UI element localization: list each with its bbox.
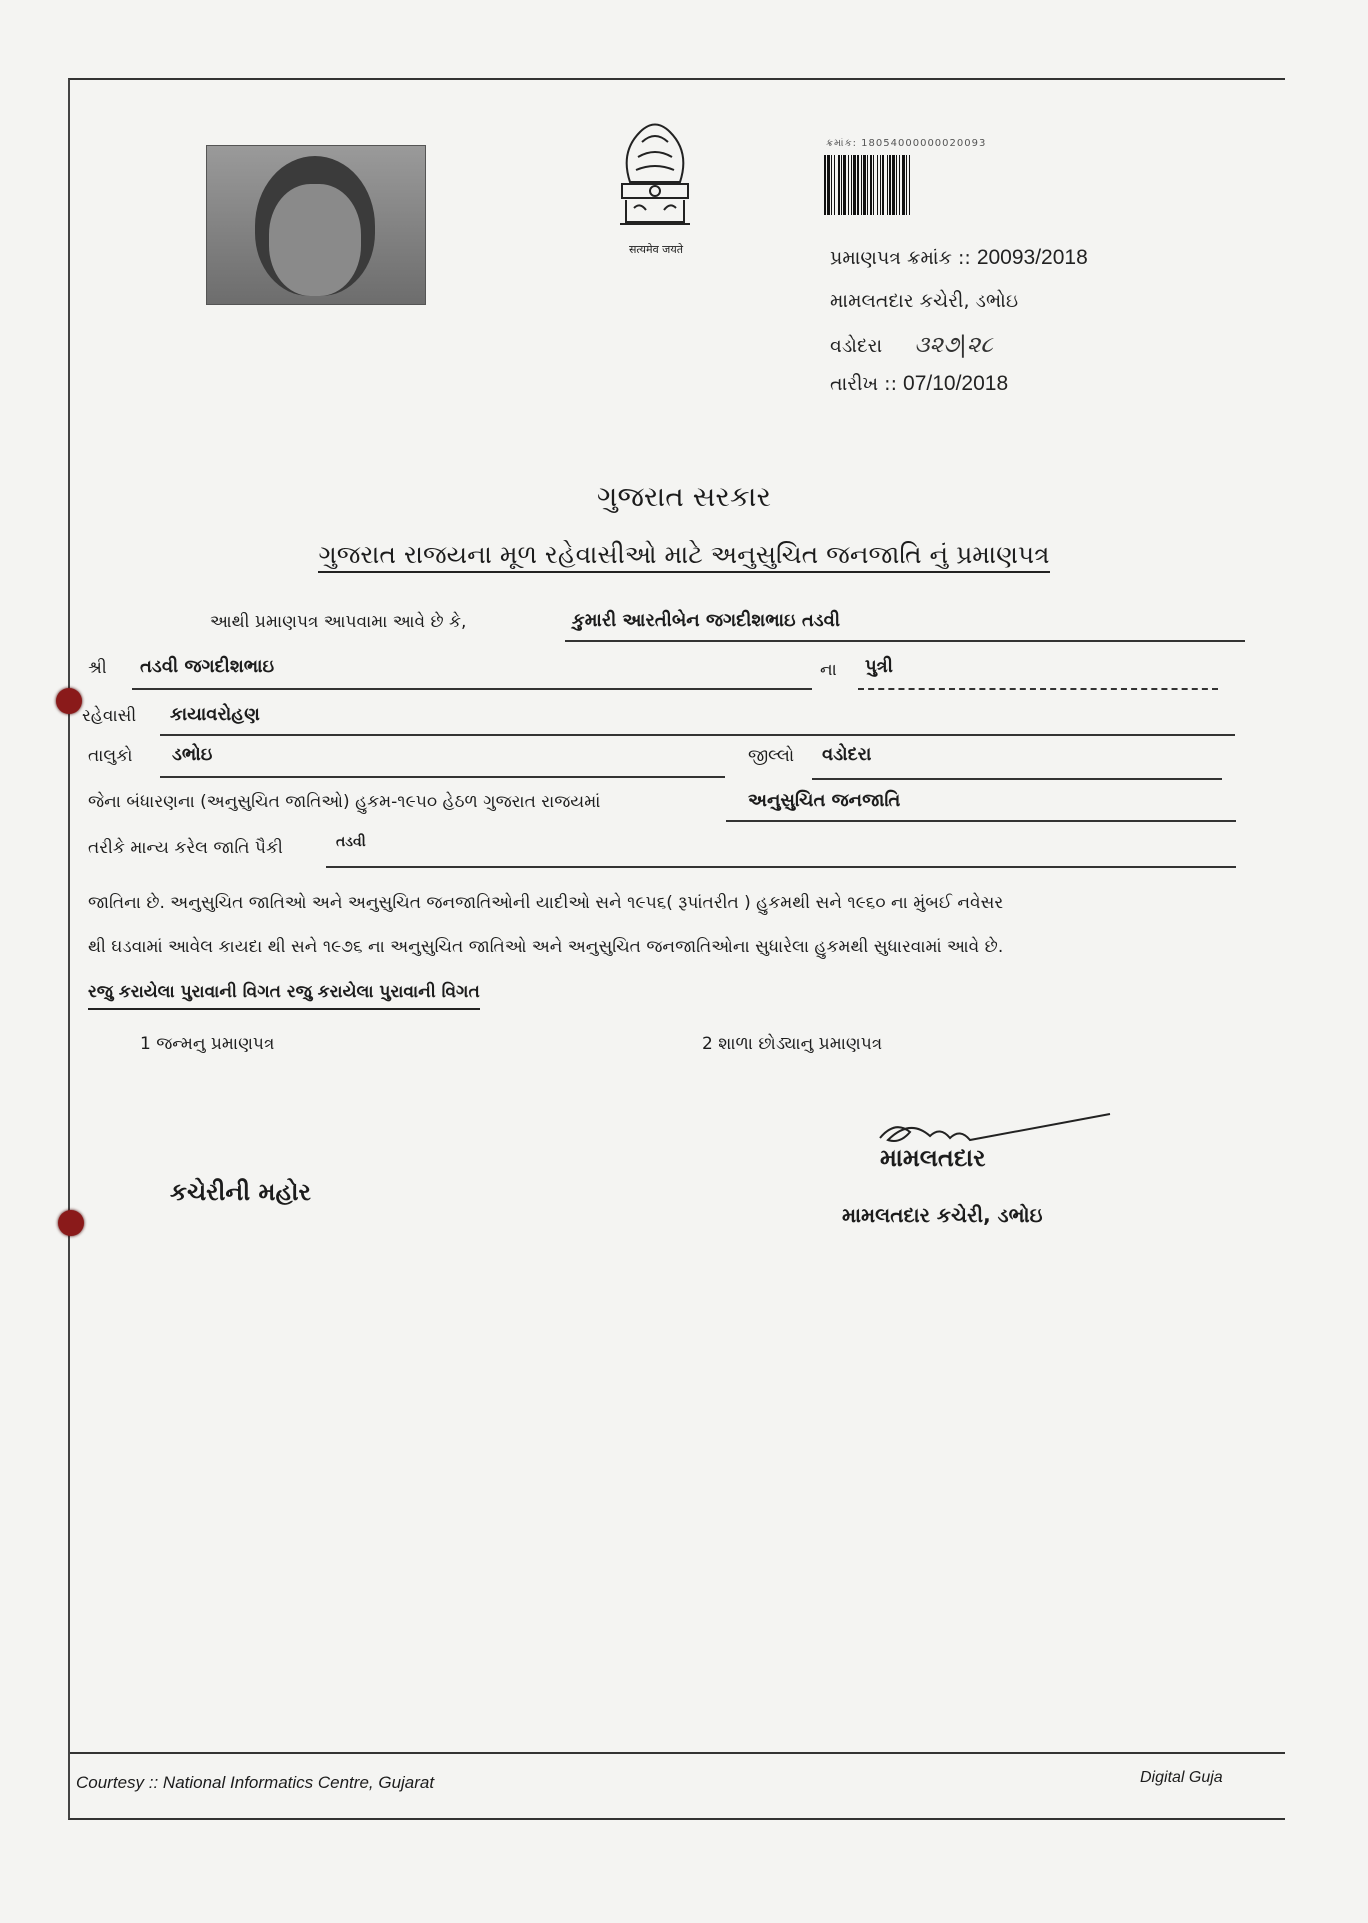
footer-digital: Digital Guja [1140,1769,1223,1786]
office-name: મામલતદાર કચેરી, ડભોઇ [830,290,1019,312]
page-subtitle [0,540,1368,570]
paragraph-line1: જાતિના છે. અનુસુચિત જાતિઓ અને અનુસુચિત જનજાતિઓની યાદીઓ સને ૧૯૫૬( રૂપાંતરીત ) હુકમથી સને ૧૯૬૦ ના મુંબઈ નવેસર [88,893,1004,913]
certificate-no-row [830,246,1088,270]
emblem-motto: सत्यमेव जयते [628,243,683,256]
father-name: તડવી જગદીશભાઇ [140,656,275,677]
signatory-office: મામલતદાર કચેરી, ડભોઇ [842,1203,1043,1227]
ashoka-emblem-icon [600,112,710,242]
seal-dot [56,688,82,714]
handwritten-number: ૩૨૭|૨૮ [914,332,993,358]
date-label: તારીખ :: [830,373,897,395]
shri-label: શ્રી [88,658,107,678]
barcode-number: ક્રમાંક: 18054000000020093 [826,138,987,149]
relation: પુત્રી [865,656,893,677]
barcode [824,155,1100,215]
resident-place: કાયાવરોહણ [170,704,260,725]
evidence-item-2: 2 શાળા છોડ્યાનુ પ્રમાણપત્ર [702,1034,883,1054]
signatory-title: મામલતદાર [880,1144,986,1172]
seal-label: કચેરીની મહોર [170,1178,311,1206]
issue-date: 07/10/2018 [903,372,1009,395]
district-row [830,332,993,358]
resident-label: રહેવાસી [82,706,137,726]
recognized-text: તરીકે માન્ય કરેલ જાતિ પૈકી [88,838,283,858]
subtitle-text: ગુજરાત રાજયના મૂળ રહેવાસીઓ માટે અનુસુચિત જનજાતિ નું પ્રમાણપત્ર [318,540,1049,573]
certificate-no: 20093/2018 [976,246,1088,269]
evidence-heading [88,982,480,1002]
evidence-heading-text: રજુ કરાયેલા પુરાવાની વિગત રજુ કરાયેલા પુરાવાની વિગત [88,982,480,1010]
taluka-label: તાલુકો [88,746,133,766]
paragraph-line2: થી ઘડવામાં આવેલ કાયદા થી સને ૧૯૭૬ ના અનુસુચિત જાતિઓ અને અનુસુચિત જનજાતિઓના સુધારેલા હુકમથી સુધારવામાં આવે છે. [88,937,1004,957]
district-label: જીલ્લો [748,746,795,766]
applicant-name: કુમારી આરતીબેન જગદીશભાઇ તડવી [572,610,841,631]
taluka: ડભોઇ [172,744,213,765]
constitution-text: જેના બંધારણના (અનુસુચિત જાતિઓ) હુકમ-૧૯૫૦ હેઠળ ગુજરાત રાજયમાં [88,792,601,812]
caste: તડવી [336,834,366,850]
certificate-no-label: પ્રમાણપત્ર ક્રમાંક :: [830,247,971,269]
intro-text: આથી પ્રમાણપત્ર આપવામા આવે છે કે, [210,612,467,632]
page-title: ગુજરાત સરકાર [597,480,771,513]
footer-courtesy: Courtesy :: National Informatics Centre, Gujarat [76,1773,435,1792]
seal-dot [58,1210,84,1236]
na-label: ના [820,660,837,680]
header-district: વડોદરા [830,335,883,357]
district: વડોદરા [822,744,872,765]
date-row [830,372,1008,396]
barcode-bar [910,155,911,215]
applicant-photo [206,145,426,305]
category: અનુસુચિત જનજાતિ [748,790,901,811]
evidence-item-1: 1 જન્મનુ પ્રમાણપત્ર [140,1034,275,1054]
